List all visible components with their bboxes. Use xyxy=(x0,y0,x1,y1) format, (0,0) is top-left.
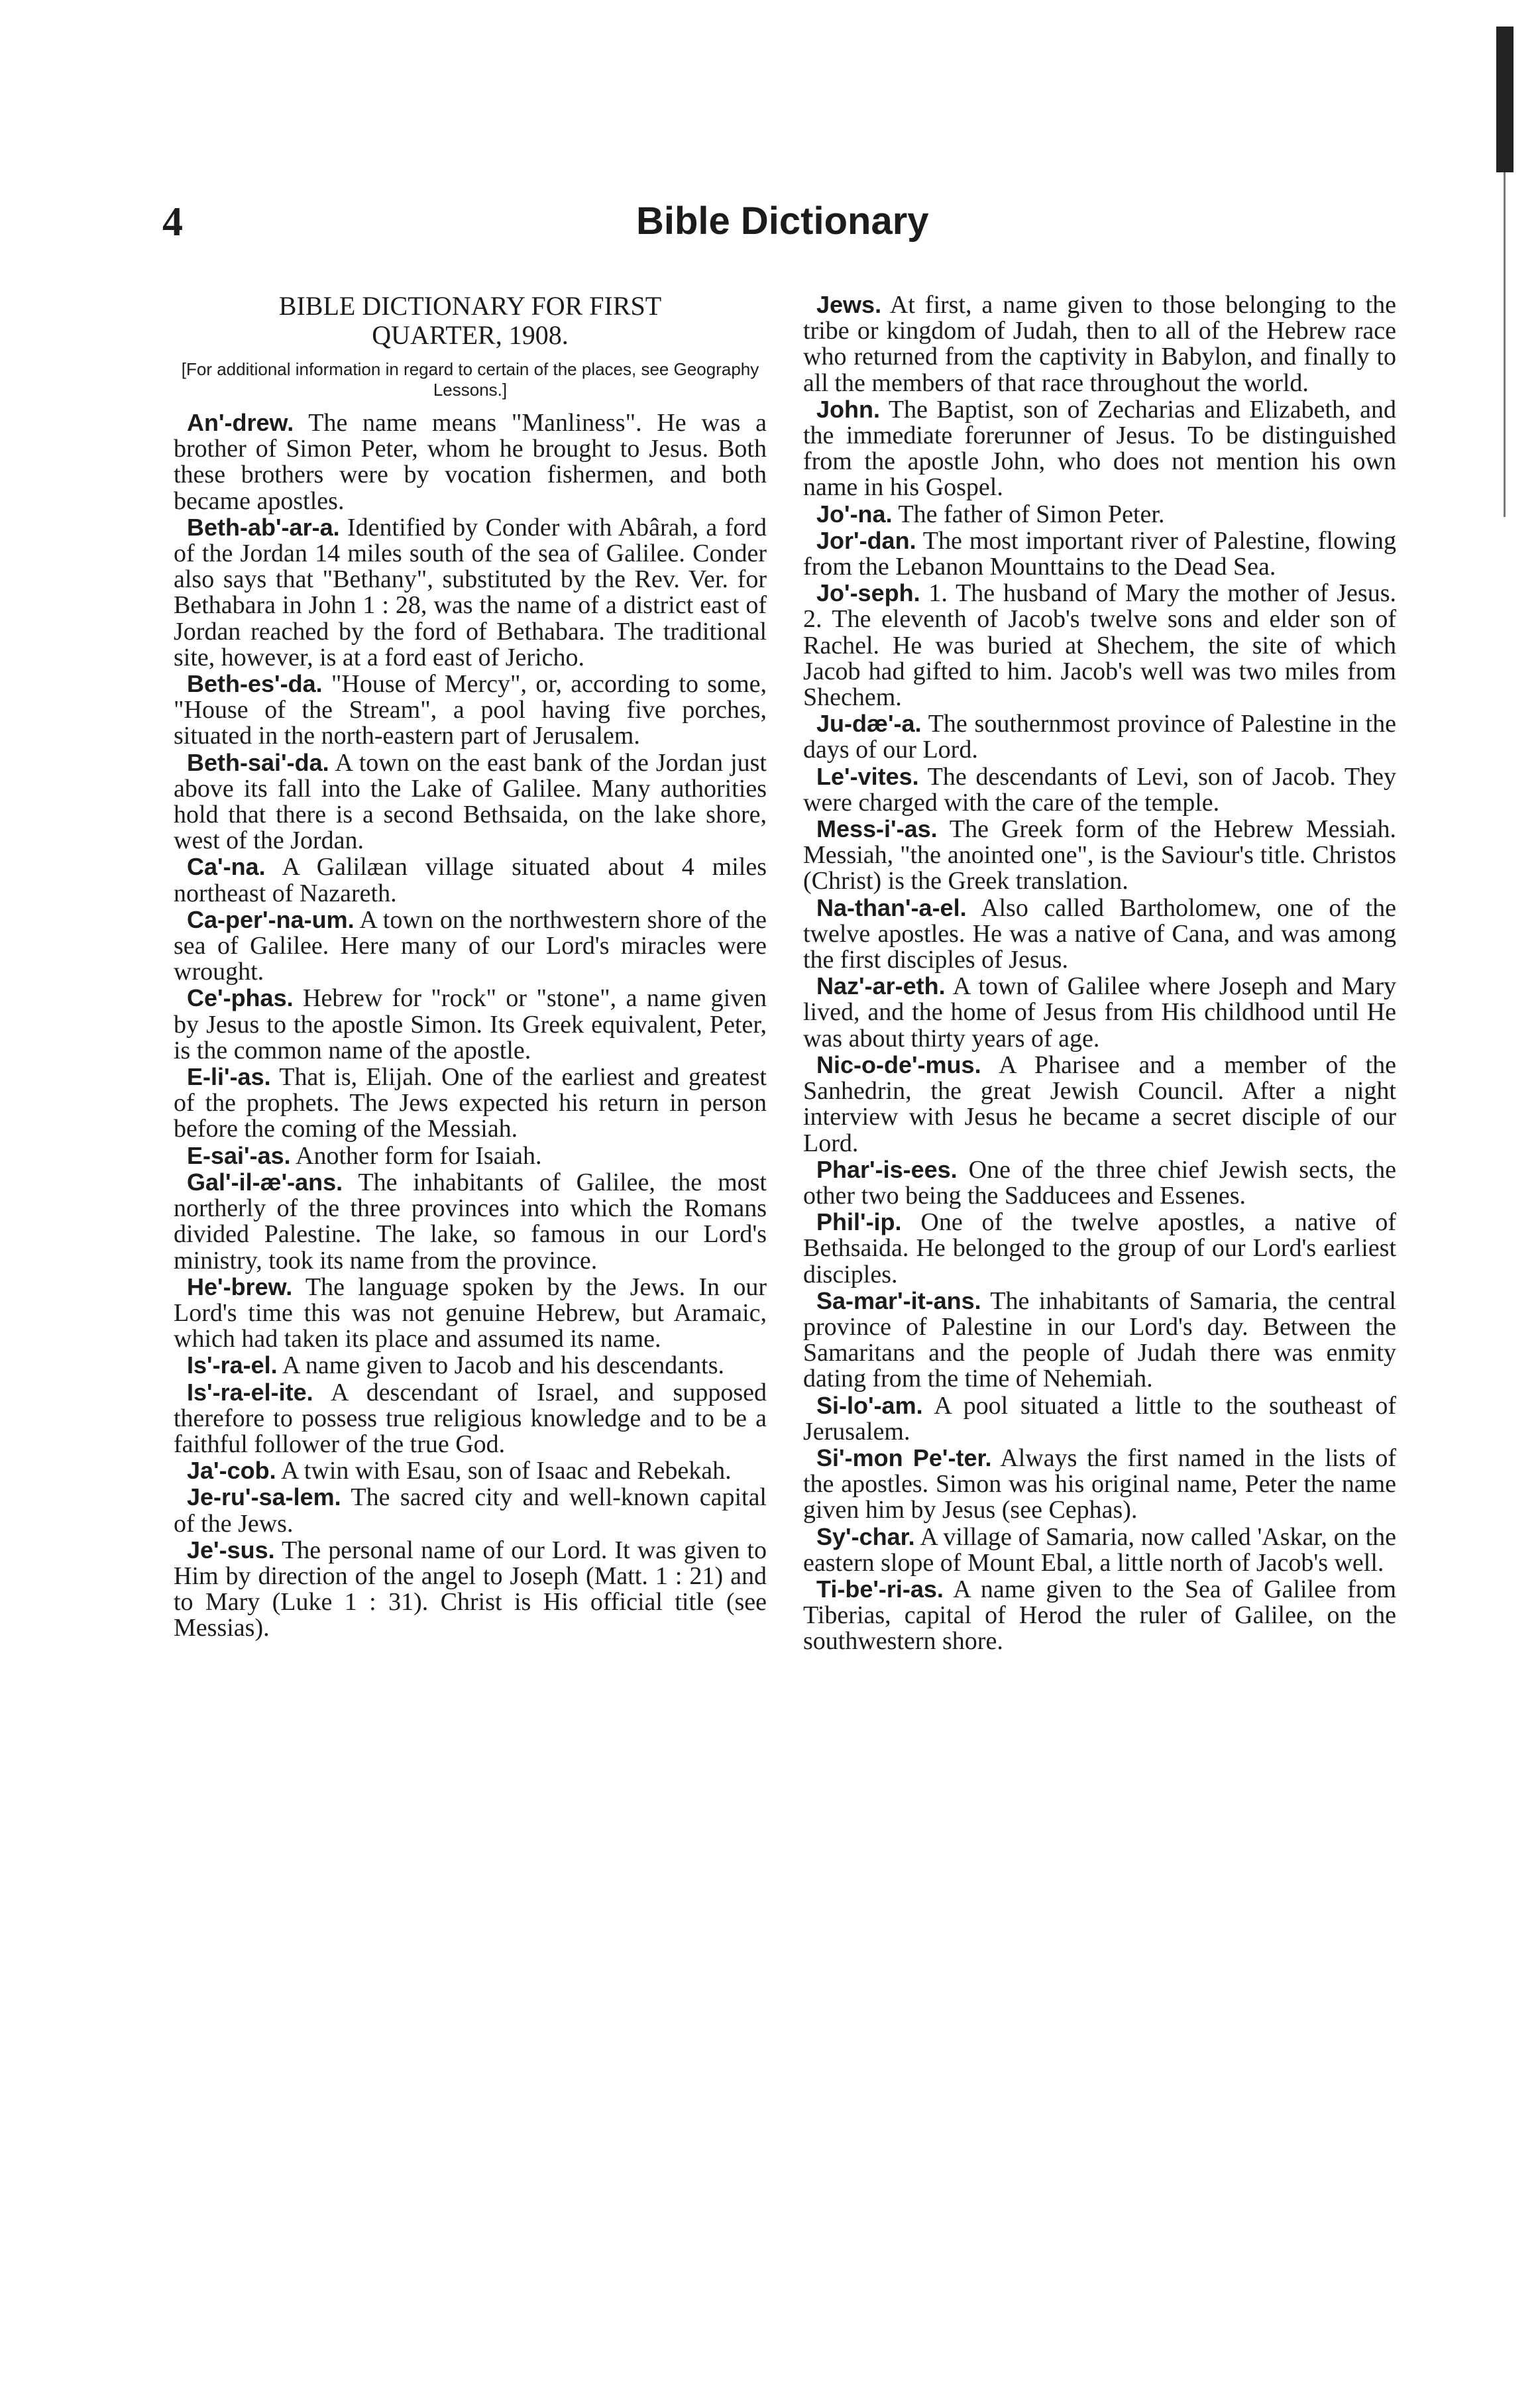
section-note: [For additional information in regard to certain of the places, see Geography Lessons.] xyxy=(181,359,759,400)
dictionary-entry xyxy=(803,501,1396,528)
entry-headword: Je'-sus. xyxy=(187,1536,275,1564)
entry-definition: At first, a name given to those belonging to the tribe or kingdom of Judah, then to all of the Hebrew race who returned from the captivity in Babylon, and finally to all the members of that race throughout the world. xyxy=(803,291,1397,397)
dictionary-entry xyxy=(803,396,1396,501)
entry-definition: The father of Simon Peter. xyxy=(898,500,1165,528)
entry-headword: Beth-ab'-ar-a. xyxy=(187,513,340,541)
entry-headword: Si-lo'-am. xyxy=(816,1391,923,1419)
dictionary-entry xyxy=(174,750,767,854)
entry-definition: One of the twelve apostles, a native of Bethsaida. He belonged to the group of our Lord's earliest disciples. xyxy=(803,1208,1397,1288)
dictionary-entry xyxy=(803,1445,1396,1524)
dictionary-entry xyxy=(174,1379,767,1458)
section-title xyxy=(174,292,767,350)
running-title: Bible Dictionary xyxy=(636,199,929,243)
entry-headword: Is'-ra-el-ite. xyxy=(187,1378,313,1406)
entry-definition: A name given to the Sea of Galilee from Tiberias, capital of Herod the ruler of Galilee, on the southwestern shore. xyxy=(803,1575,1396,1656)
left-entry-list xyxy=(174,410,767,1642)
dictionary-entry xyxy=(174,1064,767,1143)
entry-headword: Beth-es'-da. xyxy=(187,670,323,698)
dictionary-entry xyxy=(803,1209,1396,1288)
dictionary-entry xyxy=(174,1143,767,1169)
entry-definition: The language spoken by the Jews. In our Lord's time this was not genuine Hebrew, but Aramaic, which had taken its place and assumed its name. xyxy=(174,1273,767,1353)
dictionary-entry xyxy=(174,985,767,1064)
entry-headword: Ju-dæ'-a. xyxy=(816,710,922,738)
right-column xyxy=(803,292,1396,1655)
entry-definition: A descendant of Israel, and supposed therefore to possess true religious knowledge and to be a faithful follower of the true God. xyxy=(174,1378,767,1458)
section-title-line2: QUARTER, 1908. xyxy=(372,320,569,350)
entry-headword: Gal'-il-æ'-ans. xyxy=(187,1168,343,1196)
entry-headword: Je-ru'-sa-lem. xyxy=(187,1483,341,1511)
entry-definition: The Greek form of the Hebrew Messiah. Messiah, "the anointed one", is the Saviour's title. Christos (Christ) is the Greek translation. xyxy=(803,815,1396,895)
entry-headword: Si'-mon Pe'-ter. xyxy=(816,1444,992,1471)
entry-headword: Ja'-cob. xyxy=(187,1457,276,1485)
entry-headword: Phil'-ip. xyxy=(816,1208,902,1236)
entry-definition: A town on the east bank of the Jordan just above its fall into the Lake of Galilee. Many authorities hold that there is a second Bethsaida, on the lake shore, west of the Jordan. xyxy=(174,748,767,855)
entry-definition: The southernmost province of Palestine in the days of our Lord. xyxy=(803,710,1396,764)
page-header xyxy=(0,199,1540,258)
dictionary-entry xyxy=(174,1169,767,1274)
dictionary-entry xyxy=(174,1537,767,1642)
dictionary-entry xyxy=(803,1157,1396,1209)
entry-headword: Le'-vites. xyxy=(816,762,919,790)
entry-headword: He'-brew. xyxy=(187,1273,293,1300)
dictionary-entry xyxy=(803,1393,1396,1445)
entry-headword: Jo'-na. xyxy=(816,500,893,528)
entry-headword: Jo'-seph. xyxy=(816,579,920,607)
entry-definition: A village of Samaria, now called 'Askar, on the eastern slope of Mount Ebal, a little north of Jacob's well. xyxy=(803,1522,1396,1577)
dictionary-entry xyxy=(803,764,1396,816)
entry-headword: Jews. xyxy=(816,291,882,318)
entry-headword: E-li'-as. xyxy=(187,1063,271,1091)
entry-definition: Hebrew for "rock" or "stone", a name given by Jesus to the apostle Simon. Its Greek equivalent, Peter, is the common name of the apostle. xyxy=(174,984,767,1064)
entry-headword: Ce'-phas. xyxy=(187,984,294,1012)
dictionary-entry xyxy=(174,671,767,750)
entry-definition: Identified by Conder with Abârah, a ford of the Jordan 14 miles south of the sea of Galilee. Conder also says that "Bethany", substituted by the Rev. Ver. for Bethabara in John 1 : 28, was the name of a district east of Jordan reached by the ford of Bethabara. The traditional site, however, is at a ford east of Jericho. xyxy=(174,513,767,671)
entry-definition: A Pharisee and a member of the Sanhedrin, the great Jewish Council. After a night interview with Jesus he became a secret disciple of our Lord. xyxy=(803,1051,1397,1157)
dictionary-entry xyxy=(803,528,1396,580)
dictionary-entry xyxy=(803,580,1396,711)
entry-headword: Mess-i'-as. xyxy=(816,815,938,843)
entry-definition: A town of Galilee where Joseph and Mary lived, and the home of Jesus from His childhood until He was about thirty years of age. xyxy=(803,972,1396,1053)
dictionary-entry xyxy=(803,1576,1396,1655)
entry-headword: An'-drew. xyxy=(187,409,294,436)
dictionary-entry xyxy=(174,907,767,986)
entry-definition: One of the three chief Jewish sects, the other two being the Sadducees and Essenes. xyxy=(803,1155,1396,1210)
scan-edge-mark xyxy=(1496,27,1513,172)
section-title-line1: BIBLE DICTIONARY FOR FIRST xyxy=(278,291,662,321)
left-column xyxy=(174,292,767,1642)
dictionary-entry xyxy=(803,292,1396,396)
entry-headword: E-sai'-as. xyxy=(187,1141,291,1169)
dictionary-entry xyxy=(803,1052,1396,1157)
entry-headword: Ti-be'-ri-as. xyxy=(816,1575,944,1603)
dictionary-entry xyxy=(174,514,767,671)
dictionary-entry xyxy=(803,711,1396,763)
dictionary-entry xyxy=(803,816,1396,895)
entry-headword: Naz'-ar-eth. xyxy=(816,972,946,1000)
dictionary-entry xyxy=(174,1484,767,1536)
entry-headword: Ca-per'-na-um. xyxy=(187,905,355,933)
entry-definition: The personal name of our Lord. It was given to Him by direction of the angel to Joseph (Matt. 1 : 21) and to Mary (Luke 1 : 31). Christ is His official title (see Messias). xyxy=(174,1536,767,1642)
entry-definition: The most important river of Palestine, flowing from the Lebanon Mounttains to the Dead Sea. xyxy=(803,526,1396,581)
entry-headword: Na-than'-a-el. xyxy=(816,893,967,921)
entry-definition: The Baptist, son of Zecharias and Elizabeth, and the immediate forerunner of Jesus. To be distinguished from the apostle John, who does not mention his own name in his Gospel. xyxy=(803,395,1396,502)
entry-definition: "House of Mercy", or, according to some, "House of the Stream", a pool having five porches, situated in the north-eastern part of Jerusalem. xyxy=(174,670,767,750)
entry-definition: The sacred city and well-known capital of the Jews. xyxy=(174,1483,767,1538)
dictionary-entry xyxy=(803,973,1396,1052)
dictionary-entry xyxy=(803,895,1396,974)
entry-headword: Is'-ra-el. xyxy=(187,1351,278,1379)
right-entry-list xyxy=(803,292,1396,1655)
entry-headword: John. xyxy=(816,395,880,423)
entry-headword: Beth-sai'-da. xyxy=(187,748,329,776)
entry-definition: That is, Elijah. One of the earliest and greatest of the prophets. The Jews expected his return in person before the coming of the Messiah. xyxy=(174,1063,767,1143)
entry-definition: A town on the northwestern shore of the sea of Galilee. Here many of our Lord's miracles were wrought. xyxy=(174,905,767,986)
entry-definition: The name means "Manliness". He was a brother of Simon Peter, whom he brought to Jesus. Both these brothers were by vocation fishermen, and both became apostles. xyxy=(174,409,767,515)
entry-headword: Nic-o-de'-mus. xyxy=(816,1051,981,1078)
dictionary-entry xyxy=(803,1288,1396,1393)
entry-headword: Ca'-na. xyxy=(187,853,266,881)
page-number: 4 xyxy=(162,199,183,245)
entry-definition: The inhabitants of Galilee, the most northerly of the three provinces into which the Romans divided Palestine. The lake, so famous in our Lord's ministry, took its name from the province. xyxy=(174,1168,767,1275)
dictionary-entry xyxy=(174,1457,767,1484)
dictionary-entry xyxy=(174,1274,767,1353)
entry-definition: Also called Bartholomew, one of the twelve apostles. He was a native of Cana, and was among the first disciples of Jesus. xyxy=(803,893,1397,974)
dictionary-entry xyxy=(174,410,767,514)
entry-definition: The descendants of Levi, son of Jacob. They were charged with the care of the temple. xyxy=(803,762,1396,817)
entry-headword: Sa-mar'-it-ans. xyxy=(816,1286,981,1314)
entry-definition: A pool situated a little to the southeast of Jerusalem. xyxy=(803,1391,1396,1446)
dictionary-entry xyxy=(174,1352,767,1379)
entry-headword: Sy'-char. xyxy=(816,1522,915,1550)
dictionary-entry xyxy=(803,1524,1396,1576)
entry-headword: Jor'-dan. xyxy=(816,526,916,554)
entry-definition: The inhabitants of Samaria, the central province of Palestine in our Lord's day. Between the Samaritans and the people of Judah there was enmity dating from the time of Nehemiah. xyxy=(803,1286,1396,1393)
dictionary-entry xyxy=(174,854,767,906)
entry-definition: A Galilæan village situated about 4 miles northeast of Nazareth. xyxy=(174,853,767,907)
entry-definition: 1. The husband of Mary the mother of Jesus. 2. The eleventh of Jacob's twelve sons and elder son of Rachel. He was buried at Shechem, the site of which Jacob had gifted to him. Jacob's well was two miles from Shechem. xyxy=(803,579,1396,712)
entry-definition: Another form for Isaiah. xyxy=(296,1141,542,1170)
entry-headword: Phar'-is-ees. xyxy=(816,1155,958,1183)
entry-definition: Always the first named in the lists of the apostles. Simon was his original name, Peter the name given him by Jesus (see Cephas). xyxy=(803,1444,1397,1524)
entry-definition: A name given to Jacob and his descendants. xyxy=(282,1351,724,1380)
entry-definition: A twin with Esau, son of Isaac and Rebekah. xyxy=(281,1457,732,1485)
